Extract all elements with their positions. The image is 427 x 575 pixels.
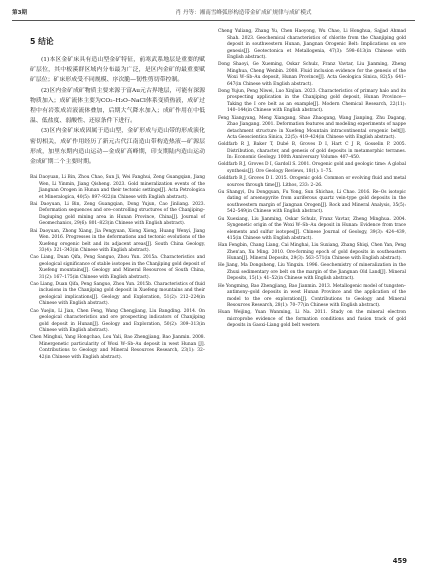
reference-entry: Dong Yujun, Peng Niwei, Luo Xinjian. 2023. Characteristics of primary halo and its prospecting application in the Chanjiping gold deposit, Hunan Province—Taking the I ore belt as an example[J]. Modern Chemical Research, 22(11): 140–144(in Chinese with English abstract). <box>218 88 406 114</box>
reference-entry: Bai Daoyuan, Zhong Xiang, Jia Pengyuan, Xiong Xiong, Huang Wenyi, Jiang Wen. 2016. Progresses in the deformations and tectonic evolutions of the Xuefeng orogenic belt and its adjacent areas[J]. South China Geology, 33(4): 321–343(in Chinese with English abstract). <box>30 228 205 254</box>
reference-entry: Goldfarb R J, Groves D I, Gardoll S. 2001. Orogenic gold and geologic time: A global synthesis[J]. Ore Geology Reviews, 18(1): 1–75. <box>218 162 406 174</box>
running-header <box>12 6 415 18</box>
reference-entry: Huan Weijing, Yuan Wanming, Li Na. 2011. Study on the mineral electron microprobe evidence of the formation conditions and fusion track of gold deposits in Gaoxi-Liang gold belt western <box>218 310 406 329</box>
page-number: 459 <box>392 557 407 565</box>
conclusion-paragraph: (3)区内金矿床成因属于造山型，金矿形成与造山带的形成演化密切相关，成矿作用经历了新元古代江南造山带构造热液—矿源层形成，加里东期内造山运动—金成矿高峰期，印支期陆内造山运动金成矿期二个主要时期。 <box>30 128 205 166</box>
reference-entry: Bai Daoyuan, Li Bin, Zeng Guangqian, Dong Yujun, Cao Jinliang. 2023. Deformation sequences and ore–controlling structures of the Chanjiping–Dagiuping gold mining area in Hunan Province, China[J]. Journal of Geomechanics, 29(6): 801–823(in Chinese with English abstract). <box>30 201 205 227</box>
reference-list-right <box>218 29 406 330</box>
issue-number: 第3期 <box>12 10 28 16</box>
reference-entry: Goldfarb R J, Groves D I. 2015. Orogenic gold: Common or evolving fluid and metal sources through time[J]. Lithos, 233: 2–26. <box>218 176 406 188</box>
reference-entry: Dong Shaoyi, Ge Xueming, Oskar Schulz, Franz Vavtar, Liu Jianming, Zheng Minghua, Cheng Wenbin. 2008. Fluid inclusion evidence for the genesis of the Woxi W–Sb–Au deposit, Hunan Province[J]. Acta Geologica Sinica, 82(5): 641–647(in Chinese with English abstract). <box>218 62 406 87</box>
running-title: 肖 丹等：湘南雪峰弧形构造带金矿成矿规律与成矿模式 <box>175 10 312 16</box>
reference-entry: Goldfarb R J, Baker T, Dubé B, Groves D I, Hart C J R, Gosselin P. 2005. Distribution, character, and genesis of gold deposits in metamorphic terranes. In: Economic Geology. 100th Anniversary Volume: 407–450. <box>218 142 406 161</box>
reference-entry: Feng Xiangyang, Meng Xiangang, Shao Zhaogang, Wang Jianping, Zhu Dagang, Zhao Jiangang. 2001. Deformation features and modeling experiments of nappe detachment structure in Xuefeng Mountain intracontinental orogenic belt[J]. Acta Geoscientica Sinica, 22(5): 419–424(in Chinese with English abstract). <box>218 115 406 141</box>
right-column <box>218 26 406 330</box>
reference-entry: Han Fengbin, Chang Liang, Cai Minghai, Liu Suxiang, Zhang Shiqi, Chen Yan, Peng Zhen'an, Xu Ming. 2010. Ore-forming epoch of gold deposits in southeastern Hunan[J]. Mineral Deposits, 29(3): 563–571(in Chinese with English abstract). <box>218 243 406 262</box>
reference-entry: Cheng Yuliang, Zhang Yu, Chen Haoyong, Wu Chao, Li Honghua, Sajjad Ahmad Shah. 2023. Geochemical characteristics of chlorite from the Chanjiping gold deposit in southwestern Hunan, Jiangnan Orogenic Belt: Implications on ore genesis[J]. Geotectonica et Metallogenia, 47(3): 598–613(in Chinese with English abstract). <box>218 29 406 60</box>
reference-list-left <box>30 175 205 361</box>
reference-entry: Cao Yuejin, Li Jian, Chen Feng, Wang Chengjiang, Liu Bangding. 2014. On geological characteristics and ore prospecting indicators of Chanjiping gold deposit in Hunan[J]. Geology and Exploration, 50(2): 309–313(in Chinese with English abstract). <box>30 308 205 334</box>
reference-entry: Cao Liang, Duan Qifa, Peng Sanguo, Zhou Yun. 2015a. Characteristics and geological significance of stable isotopes in the Chanjiping gold deposit of Xuefeng mountains[J]. Geology and Mineral Resources of South China, 31(2): 167–175(in Chinese with English abstract). <box>30 255 205 280</box>
reference-entry: Gu Shangyi, Du Dongquan, Fu Yong, Sun Shichao, Li Chao. 2016. Re–Os isotopic dating of arsenopyrite from auriferous quartz vein-type gold deposits in the southwestern margin of Jiangnan Orogen[J]. Rock and Mineral Analysis, 35(5): 542–549(in Chinese with English abstract). <box>218 189 406 215</box>
reference-entry: Bai Daoyuan, Li Bin, Zhou Chao, Sun Ji, Wei Fanghui, Zeng Guangqian, Jiang Wen, Li Yinmin, Jiang Qisheng. 2023. Gold mineralization events of the Jiangnan Orogen in Hunan and their tectonic settings[J]. Acta Petrologica et Mineralogica, 40(5): 897–922(in Chinese with English abstract). <box>30 175 205 200</box>
section-title: 5 结论 <box>30 37 54 46</box>
reference-entry: Gu Xuexiang, Liu Jianming, Oskar Schulz, Franz Vavtar, Zheng Minghua. 2004. Syngenetic origin of the Woxi W–Sb–Au deposit in Hunan: Evidence from trace elements and sulfur isotopes[J]. Chinese Journal of Geology, 39(3): 424–439, 415(in Chinese with English abstract). <box>218 216 406 241</box>
reference-entry: Cao Liang, Duan Qifa, Peng Sanguo, Zhou Yun. 2015b. Characteristics of fluid inclusions in the Chanjiping gold deposit in Xuefeng mountains and their geological implications[J]. Geology and Exploration, 51(2): 212–224(in Chinese with English abstract). <box>30 281 205 307</box>
conclusion-paragraph: (1)本区金矿床具有造山型金矿特征，前寒武系地层是重要的赋矿层位，其中板溪群区域内分布最为广泛，是区内金矿的最重要赋矿层位；矿床形成受不同规模、序次脆—韧性剪切带控制。 <box>30 57 205 84</box>
conclusion-paragraph: (2)区内金矿成矿物质主要来源于富Au元古界地层，可能有深源物质加入；成矿流体主要为CO₂–H₂O–NaCl体系变质热液，成矿过程中有岩浆成岩液流体叠加，后期大气降水加入；成矿作用在中低温、低盐度、弱酸性、还原条件下进行。 <box>30 87 205 125</box>
left-column <box>30 26 205 362</box>
reference-entry: He Jiang, Ma Dongsheng, Liu Yingxin. 1996. Geochemistry of mineralization in the Zhuxi sedimentary ore belt on the margin of the Jiangnan Old Land[J]. Mineral Deposits, 15(1): 41–52(in Chinese with English abstract). <box>218 263 406 282</box>
reference-entry: Chen Minghui, Yang Hongchao, Lou Yali, Bao Zhengjiang, Bao Jianmin. 2008. Minergenetic particularity of Woxi W–Sb–Au deposit in west Hunan [J]. Contributions to Geology and Mineral Resources Research, 23(1): 32–42(in Chinese with English abstract). <box>30 335 205 360</box>
reference-entry: He Yongming, Bao Zhengjiang, Bao Jianmin. 2013. Metallogenic model of tungsten–antimony–gold deposits in west Hunan Province and the application of the model to the ore exploration[J]. Contributions to Geology and Mineral Resources Research, 28(1): 70–77(in Chinese with English abstract). <box>218 283 406 309</box>
header-rule <box>12 20 415 21</box>
